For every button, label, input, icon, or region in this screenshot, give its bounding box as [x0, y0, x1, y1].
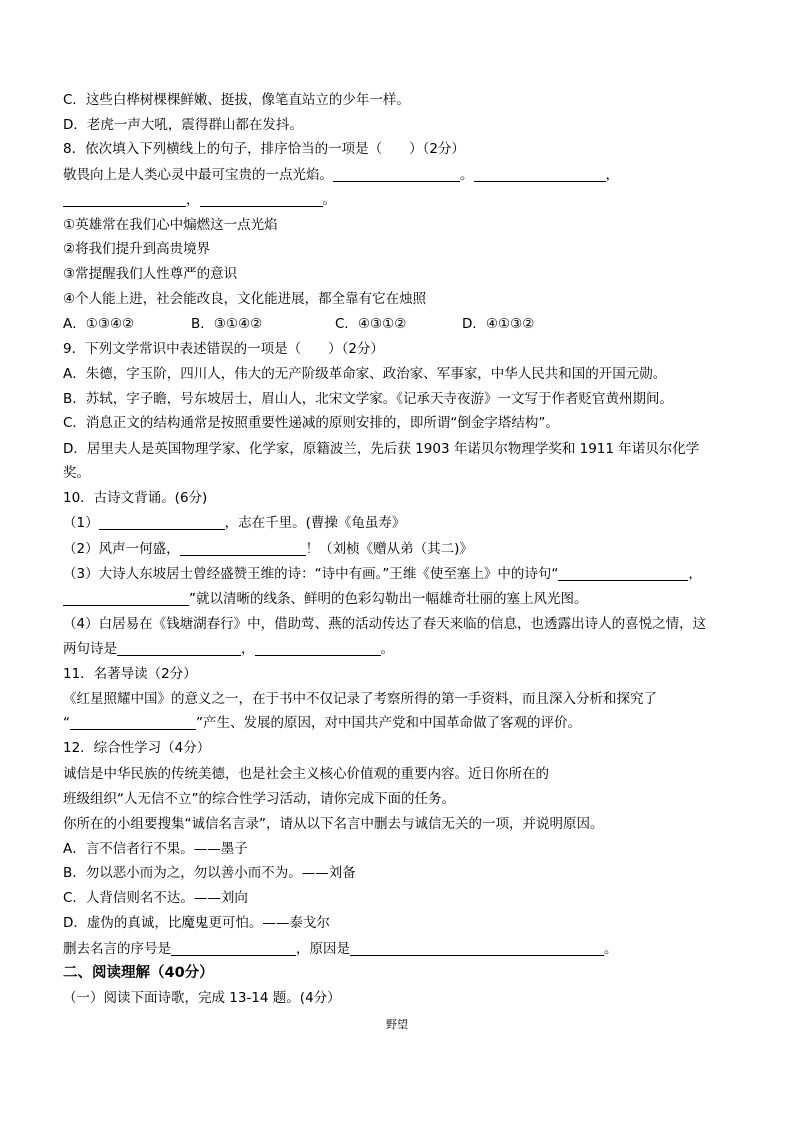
q9-option-b: B．苏轼，字子瞻，号东坡居士，眉山人，北宋文学家。《记承天寺夜游》一文写于作者贬官黄州期间。	[63, 391, 674, 407]
q8-choice-a: A．①③④②	[63, 316, 135, 332]
q8-period: 。	[460, 167, 474, 183]
q12-intro-1: 诚信是中华民族的传统美德，也是社会主义核心价值观的重要内容。近日你所在的	[63, 766, 549, 782]
q8-end-period: 。	[322, 192, 336, 208]
q12-reason-label: ，原因是	[296, 941, 350, 957]
q11-open-quote: “	[63, 715, 70, 731]
q8-stem: 8．依次填入下列横线上的句子，排序恰当的一项是（ ）（2分）	[63, 141, 465, 157]
q10-part-4-line-2	[63, 640, 394, 658]
q10-p1-blank[interactable]	[99, 515, 225, 530]
q8-sentence-line-1	[63, 166, 619, 184]
q10-p2-blank[interactable]	[180, 541, 306, 556]
q10-stem: 10．古诗文背诵。(6分)	[63, 490, 208, 506]
q12-answer-line	[63, 940, 618, 958]
q8-sentence-3: ③常提醒我们人性尊严的意识	[63, 266, 238, 282]
q11-stem: 11．名著导读（2分）	[63, 666, 197, 682]
section-2-title: 二、阅读理解（40分）	[63, 965, 214, 981]
q10-part-1	[63, 514, 405, 532]
q12-quote-b: B．勿以恶小而为之，勿以善小而不为。——刘备	[63, 865, 356, 881]
q7-option-d: D．老虎一声大吼，震得群山都在发抖。	[63, 117, 303, 133]
q8-blank-1[interactable]	[333, 167, 460, 182]
q10-p4-blank-2[interactable]	[255, 641, 381, 656]
q8-comma-1: ，	[605, 167, 619, 183]
q8-blank-3[interactable]	[63, 192, 186, 207]
q9-option-a: A．朱德，字玉阶，四川人，伟大的无产阶级革命家、政治家、军事家，中华人民共和国的开国元勋。	[63, 366, 667, 382]
q8-sentence-1: ①英雄常在我们心中煽燃这一点光焰	[63, 217, 278, 233]
q10-p3-blank-2[interactable]	[63, 591, 189, 606]
q12-intro-2: 班级组织“人无信不立”的综合性学习活动，请你完成下面的任务。	[63, 791, 455, 807]
q10-part-3-line-1	[63, 565, 702, 583]
q9-stem: 9．下列文学常识中表述错误的一项是（ ）（2分）	[63, 341, 384, 357]
q12-stem: 12．综合性学习（4分）	[63, 740, 211, 756]
q10-p3-text: （3）大诗人东坡居士曾经盛赞王维的诗：“诗中有画。”王维《使至塞上》中的诗句“	[63, 566, 559, 582]
q12-answer-period: 。	[604, 941, 618, 957]
q8-choice-d: D．④①③②	[462, 316, 535, 332]
q8-sentence-line-2	[63, 191, 336, 209]
q8-sentence-2: ②将我们提升到高贵境界	[63, 241, 211, 257]
q12-quote-c: C．人背信则名不达。——刘向	[63, 890, 248, 906]
q10-p2-text: （2）风声一何盛，	[63, 541, 180, 557]
q11-blank[interactable]	[70, 715, 196, 730]
poem-title: 野望	[386, 1018, 408, 1031]
q8-sentence: 敬畏向上是人类心灵中最可宝贵的一点光焰。	[63, 167, 333, 183]
q8-blank-4[interactable]	[200, 192, 323, 207]
q10-p4-comma: ，	[241, 641, 255, 657]
q8-choice-b: B．③①④②	[191, 316, 263, 332]
q8-comma-2: ，	[186, 192, 200, 208]
q12-task: 你所在的小组要搜集“诚信名言录”，请从以下名言中删去与诚信无关的一项，并说明原因。	[63, 816, 604, 832]
q11-line-2	[63, 714, 581, 732]
q10-p3-tail: ”就以清晰的线条、鲜明的色彩勾勒出一幅雄奇壮丽的塞上风光图。	[189, 591, 588, 607]
q12-answer-blank-2[interactable]	[350, 941, 604, 956]
q12-quote-d: D．虚伪的真诚，比魔鬼更可怕。——泰戈尔	[63, 915, 330, 931]
section-2-sub: （一）阅读下面诗歌，完成 13-14 题。(4分）	[63, 990, 341, 1006]
q10-p4-blank-1[interactable]	[117, 641, 241, 656]
q11-line-2-text: ”产生、发展的原因，对中国共产党和中国革命做了客观的评价。	[196, 715, 581, 731]
q10-part-2	[63, 540, 473, 558]
q12-quote-a: A．言不信者行不果。——墨子	[63, 841, 248, 857]
q8-blank-2[interactable]	[474, 167, 606, 182]
q10-p2-source: ！（刘桢《赠从弟（其二)》	[305, 541, 473, 557]
q8-choices	[63, 315, 534, 333]
q10-part-4-line-1: （4）白居易在《钱塘湖春行》中，借助莺、燕的活动传达了春天来临的信息，也透露出诗人的喜悦之情，这	[63, 616, 707, 632]
q10-p3-comma: ，	[688, 566, 702, 582]
q10-p4-period: 。	[380, 641, 394, 657]
q12-answer-label: 删去名言的序号是	[63, 941, 171, 957]
q11-line-1: 《红星照耀中国》的意义之一，在于书中不仅记录了考察所得的第一手资料，而且深入分析和探究了	[63, 691, 657, 707]
q10-p4-text: 两句诗是	[63, 641, 117, 657]
q8-sentence-4: ④个人能上进，社会能改良，文化能进展，都全靠有它在烛照	[63, 291, 427, 307]
q10-p1-text: ，志在千里。(曹操《龟虽寿》	[224, 515, 406, 531]
q10-p1-label: （1）	[63, 515, 99, 531]
q8-choice-c: C．④③①②	[335, 316, 407, 332]
q9-option-c: C．消息正文的结构通常是按照重要性递减的原则安排的，即所谓“倒金字塔结构”。	[63, 415, 559, 431]
q7-option-c: C．这些白桦树棵棵鲜嫩、挺拔，像笔直站立的少年一样。	[63, 92, 410, 108]
q9-option-d-line-2: 奖。	[63, 465, 90, 481]
q9-option-d-line-1: D．居里夫人是英国物理学家、化学家，原籍波兰，先后获 1903 年诺贝尔物理学奖和 1911 年诺贝尔化学	[63, 441, 700, 457]
q10-p3-blank-1[interactable]	[558, 566, 688, 581]
q10-part-3-line-2	[63, 590, 588, 608]
q12-answer-blank-1[interactable]	[171, 941, 296, 956]
